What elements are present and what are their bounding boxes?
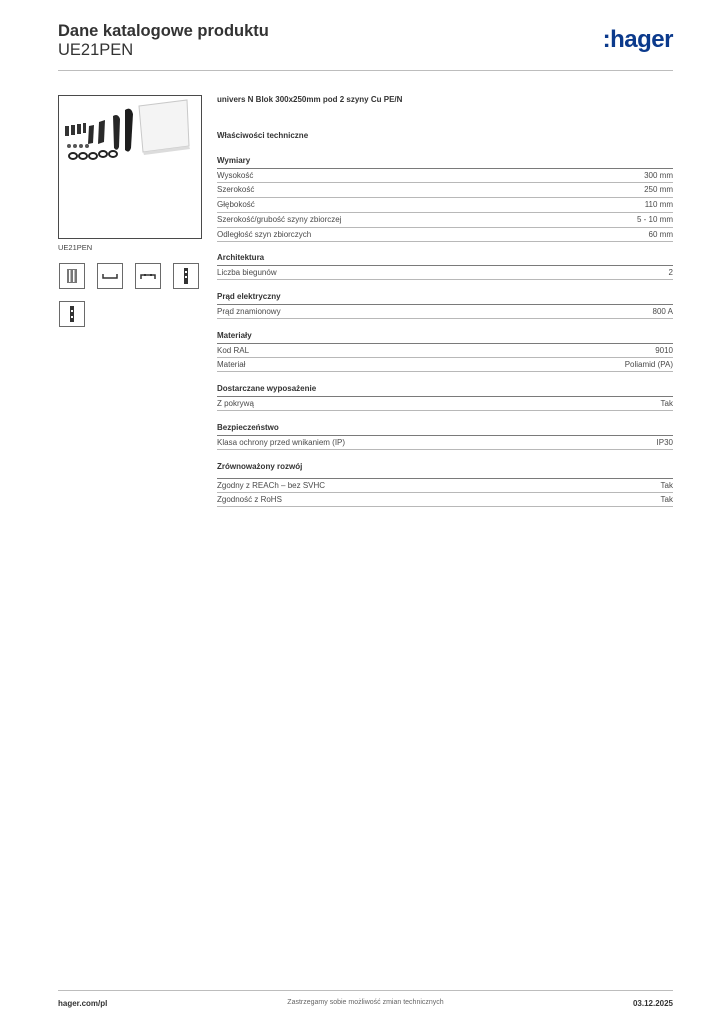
spec-label: Odległość szyn zbiorczych <box>217 230 312 239</box>
product-illustration-icon <box>59 96 201 238</box>
spec-label: Z pokrywą <box>217 399 254 408</box>
spec-label: Klasa ochrony przed wnikaniem (IP) <box>217 438 346 447</box>
spec-value: Tak <box>660 399 673 408</box>
section-title-sustainability: Zrównoważony rozwój <box>217 462 303 471</box>
row-divider <box>217 410 673 411</box>
thumbnail-1[interactable] <box>59 263 85 289</box>
spec-row <box>217 357 673 371</box>
busbar-holder-icon <box>139 267 157 285</box>
product-name: univers N Blok 300x250mm pod 2 szyny Cu PE/N <box>217 95 403 104</box>
row-divider <box>217 318 673 319</box>
spec-label: Szerokość <box>217 185 255 194</box>
spec-value: 300 mm <box>644 171 673 180</box>
spec-value: Tak <box>660 495 673 504</box>
spec-value: 60 mm <box>648 230 673 239</box>
footer-date: 03.12.2025 <box>632 999 673 1008</box>
footer-disclaimer: Zastrzegamy sobie możliwość zmian technicznych <box>287 999 444 1006</box>
section-title-architecture: Architektura <box>217 253 265 262</box>
spec-value: 2 <box>668 268 673 277</box>
section-title-current: Prąd elektryczny <box>217 292 281 301</box>
spec-row <box>217 435 673 449</box>
spec-value: Tak <box>660 481 673 490</box>
spec-label: Zgodny z REACh – bez SVHC <box>217 481 326 490</box>
spec-value: 110 mm <box>644 200 673 209</box>
spec-row <box>217 492 673 506</box>
hager-logo: :hager <box>602 26 673 53</box>
section-title-safety: Bezpieczeństwo <box>217 423 279 432</box>
spec-value: Poliamid (PA) <box>624 360 673 369</box>
thumbnail-2[interactable] <box>97 263 123 289</box>
rail-bracket-icon <box>101 267 119 285</box>
spec-row <box>217 478 673 492</box>
spec-value: 250 mm <box>644 185 673 194</box>
spec-row <box>217 304 673 318</box>
row-divider <box>217 449 673 450</box>
spec-value: 9010 <box>655 346 673 355</box>
spec-value: 5 - 10 mm <box>636 215 673 224</box>
spec-row <box>217 343 673 357</box>
enclosure-icon <box>63 267 81 285</box>
thumbnail-5[interactable] <box>59 301 85 327</box>
properties-heading: Właściwości techniczne <box>217 131 309 140</box>
document-title: Dane katalogowe produktu <box>58 22 269 40</box>
spec-label: Kod RAL <box>217 346 250 355</box>
footer-website-link[interactable]: hager.com/pl <box>58 999 108 1008</box>
spec-label: Szerokość/grubość szyny zbiorczej <box>217 215 342 224</box>
logo-text: hager <box>610 26 673 53</box>
page-header <box>58 20 673 71</box>
page-footer <box>58 990 673 1015</box>
spec-row <box>217 265 673 279</box>
spec-row <box>217 212 673 226</box>
section-title-equipment: Dostarczane wyposażenie <box>217 384 317 393</box>
spec-label: Wysokość <box>217 171 254 180</box>
section-title-materials: Materiały <box>217 331 252 340</box>
product-image-label: UE21PEN <box>58 243 93 252</box>
spec-row <box>217 396 673 410</box>
spec-label: Zgodność z RoHS <box>217 495 282 504</box>
spec-label: Głębokość <box>217 200 255 209</box>
spec-row <box>217 182 673 196</box>
spec-row <box>217 197 673 211</box>
spec-value: IP30 <box>656 438 673 447</box>
spec-label: Liczba biegunów <box>217 268 277 277</box>
spec-row <box>217 227 673 241</box>
section-title-dimensions: Wymiary <box>217 156 251 165</box>
product-image <box>58 95 202 239</box>
spec-row <box>217 168 673 182</box>
spec-label: Prąd znamionowy <box>217 307 281 316</box>
spec-value: 800 A <box>652 307 673 316</box>
row-divider <box>217 506 673 507</box>
product-code: UE21PEN <box>58 41 134 59</box>
thumbnail-4[interactable] <box>173 263 199 289</box>
row-divider <box>217 371 673 372</box>
row-divider <box>217 241 673 242</box>
terminal-block-icon <box>177 267 195 285</box>
spec-label: Materiał <box>217 360 246 369</box>
row-divider <box>217 279 673 280</box>
terminal-icon <box>63 305 81 323</box>
thumbnail-3[interactable] <box>135 263 161 289</box>
